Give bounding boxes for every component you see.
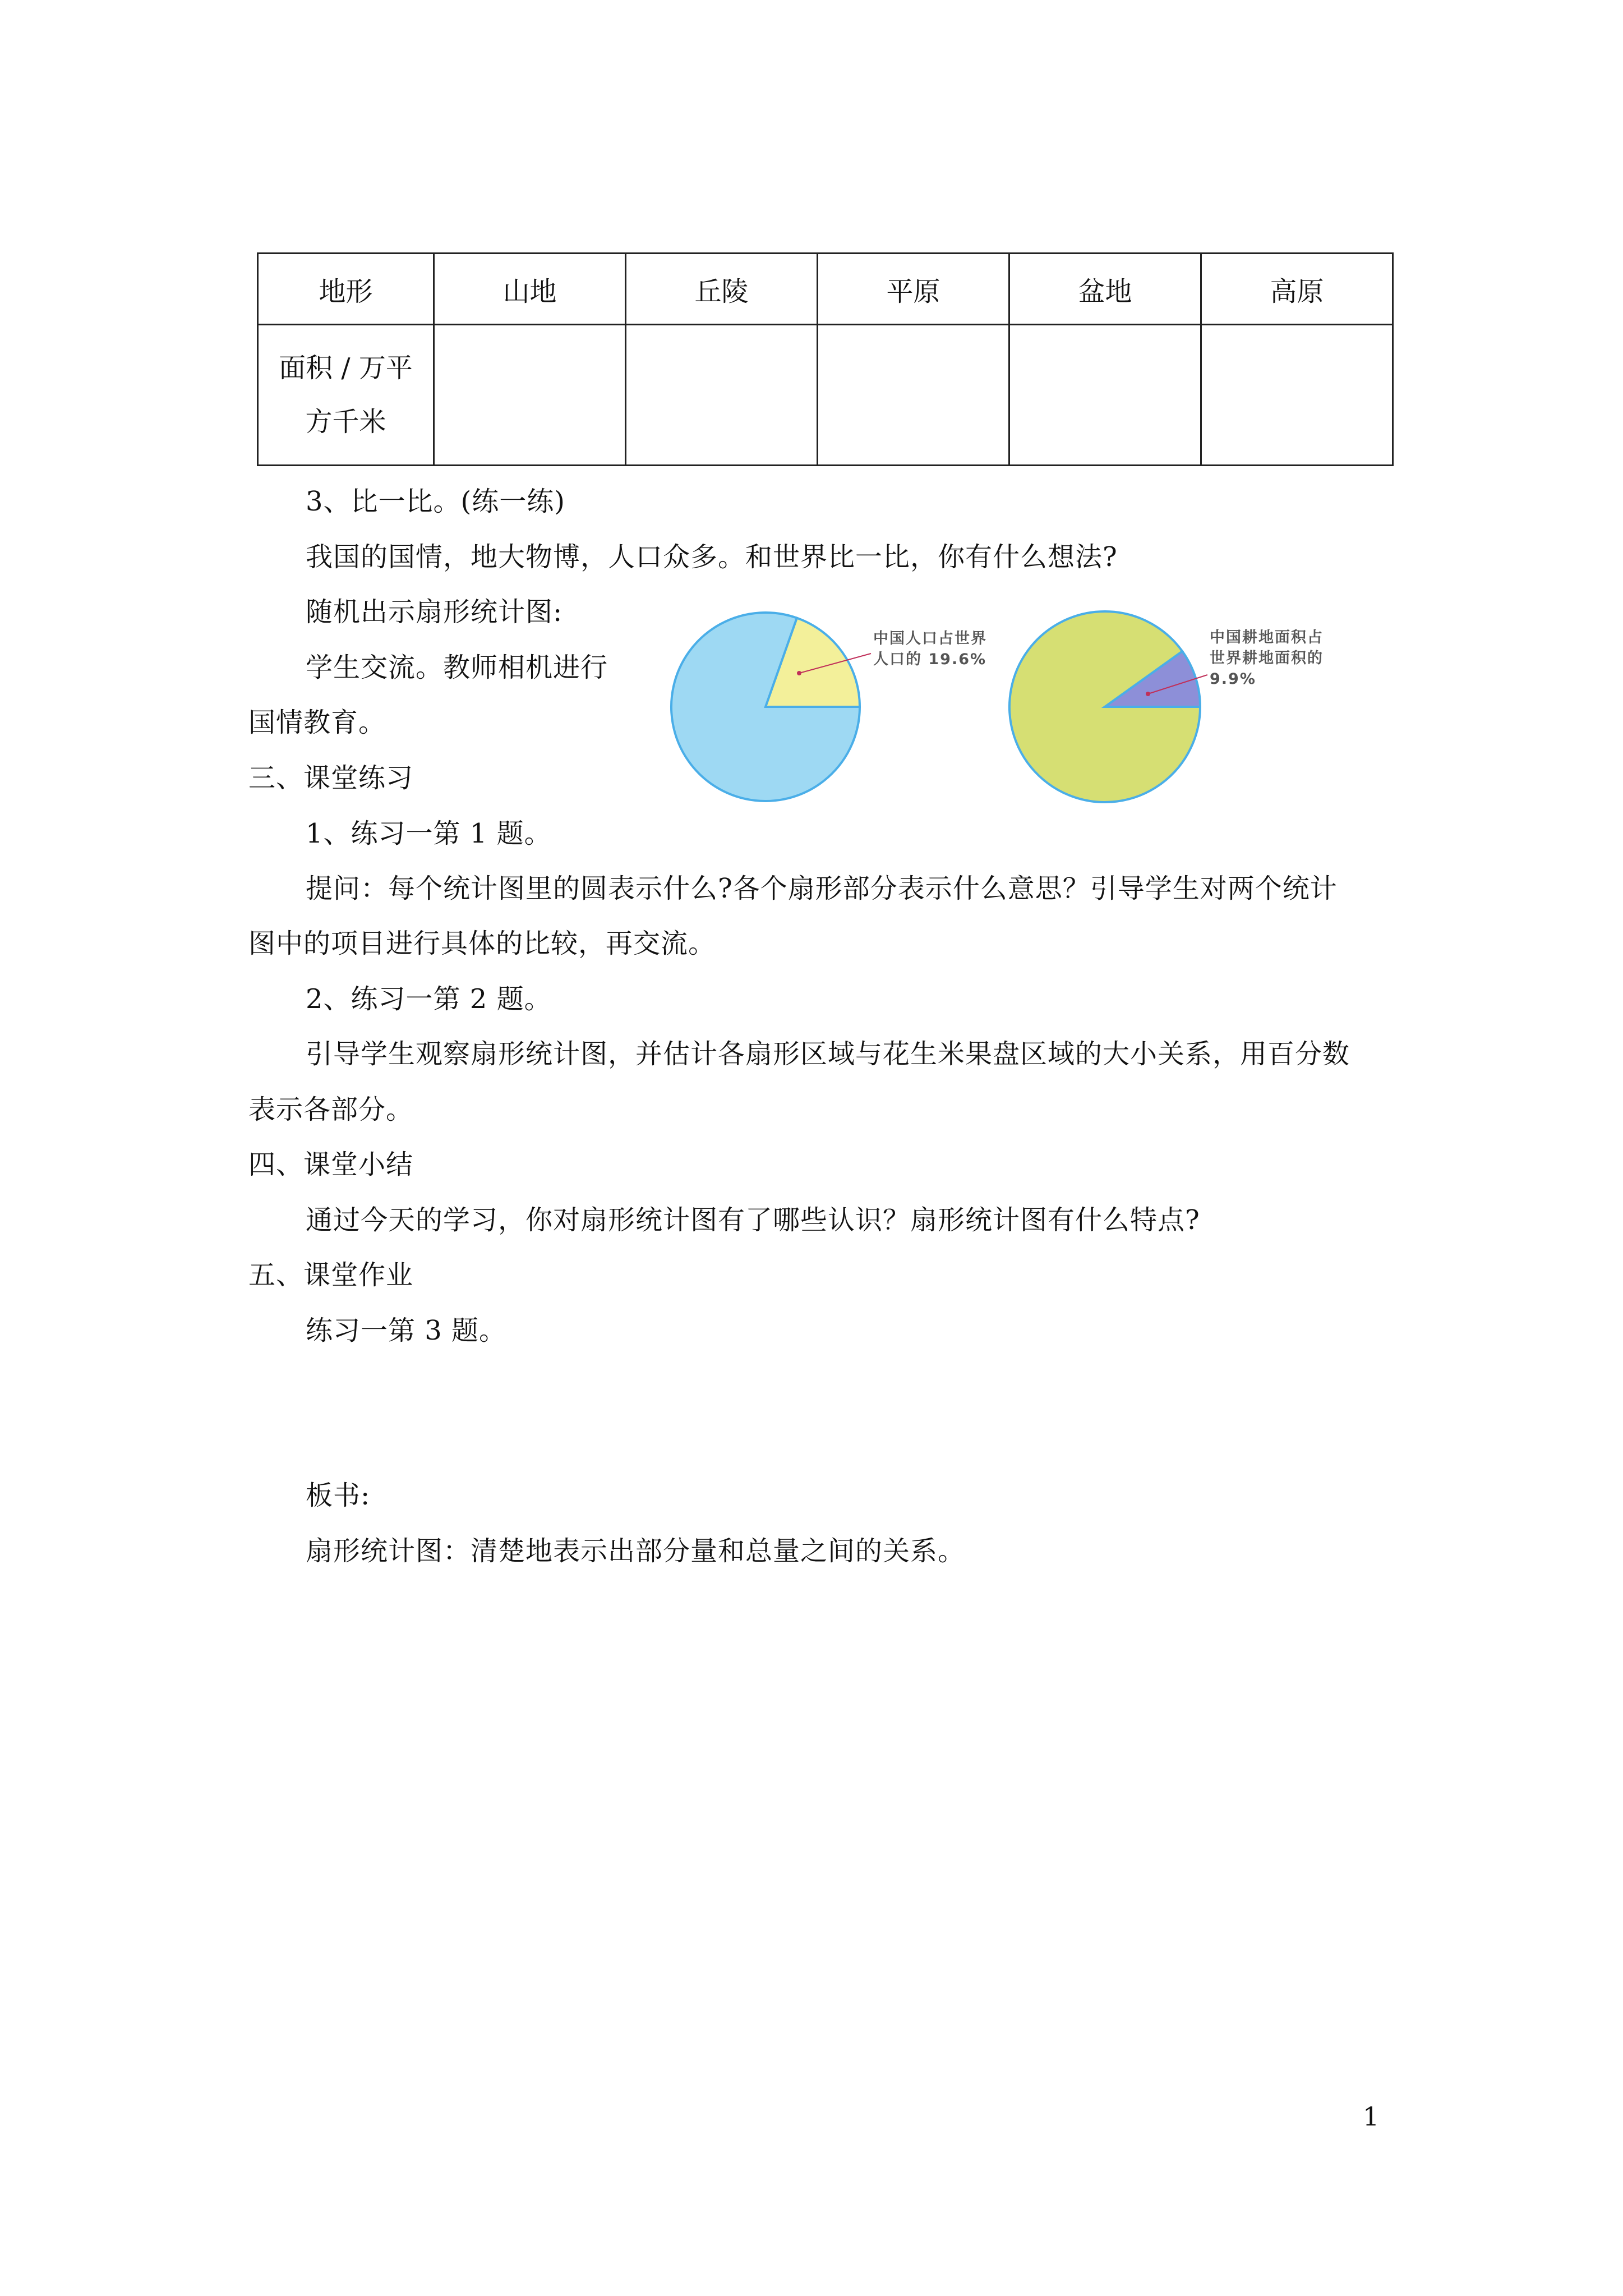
pie-leader-dot (1146, 692, 1150, 696)
population-pie-chart (670, 609, 1052, 811)
farmland-pie-chart (1007, 609, 1388, 811)
paragraph: 扇形统计图：清楚地表示出部分量和总量之间的关系。 (306, 1535, 966, 1567)
paragraph: 练习一第 3 题。 (306, 1315, 507, 1346)
paragraph: 表示各部分。 (248, 1094, 414, 1125)
table-cell (1009, 325, 1201, 466)
table-row-label (258, 325, 434, 466)
paragraph: 国情教育。 (248, 707, 386, 738)
paragraph: 图中的项目进行具体的比较，再交流。 (248, 928, 716, 959)
pie-label: 9.9% (1210, 670, 1256, 688)
pie-label: 中国人口占世界 (873, 630, 987, 647)
table-column-header: 丘陵 (626, 254, 818, 325)
pie-label: 世界耕地面积的 (1210, 650, 1324, 667)
table-cell (818, 325, 1009, 466)
paragraph: 通过今天的学习，你对扇形统计图有了哪些认识？扇形统计图有什么特点? (306, 1204, 1200, 1236)
page-number: 1 (1363, 2101, 1380, 2132)
pie-remainder-slice (1009, 611, 1200, 802)
section-heading: 三、课堂练习 (248, 762, 414, 794)
pie-slices (671, 613, 871, 801)
terrain-area-table (257, 252, 1394, 466)
paragraph: 学生交流。教师相机进行 (306, 652, 608, 683)
row-label-line: 面积 / 万平 (279, 352, 413, 384)
table-header-label: 地形 (258, 254, 434, 325)
table-cell (1201, 325, 1393, 466)
table-column-header: 盆地 (1009, 254, 1201, 325)
paragraph: 我国的国情，地大物博，人口众多。和世界比一比，你有什么想法? (306, 541, 1118, 573)
pie-slices (1009, 611, 1207, 802)
row-label-line: 方千米 (305, 406, 386, 438)
table-header-row (258, 254, 1393, 325)
paragraph: 随机出示扇形统计图: (306, 596, 563, 628)
paragraph: 引导学生观察扇形统计图，并估计各扇形区域与花生米果盘区域的大小关系，用百分数 (306, 1038, 1350, 1070)
table-column-header: 平原 (818, 254, 1009, 325)
section-heading: 3、比一比。(练一练) (306, 486, 565, 517)
table-cell (434, 325, 626, 466)
section-heading: 五、课堂作业 (248, 1259, 414, 1291)
pie-label: 人口的 19.6% (873, 651, 987, 668)
table-column-header: 高原 (1201, 254, 1393, 325)
pie-label: 中国耕地面积占 (1210, 629, 1324, 646)
table-row (258, 325, 1393, 466)
paragraph: 2、练习一第 2 题。 (306, 983, 552, 1015)
table-cell (626, 325, 818, 466)
paragraph: 提问：每个统计图里的圆表示什么?各个扇形部分表示什么意思？引导学生对两个统计 (306, 873, 1338, 904)
board-heading: 板书: (306, 1480, 371, 1511)
pie-leader-dot (797, 671, 801, 675)
table-column-header: 山地 (434, 254, 626, 325)
section-heading: 四、课堂小结 (248, 1149, 414, 1180)
paragraph: 1、练习一第 1 题。 (306, 818, 552, 849)
